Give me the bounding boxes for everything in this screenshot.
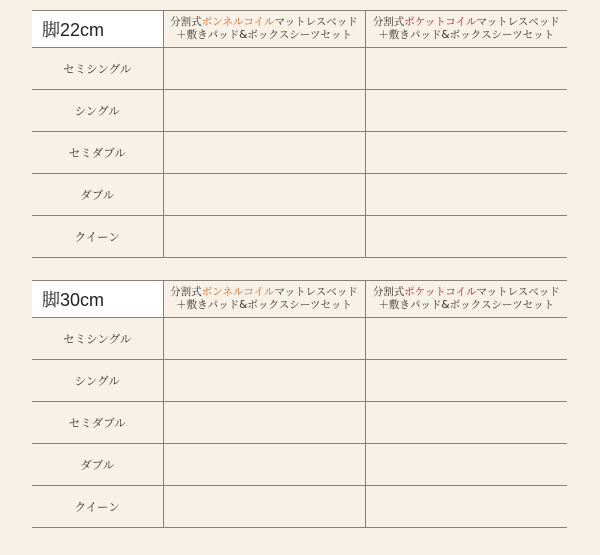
- table-row: [32, 90, 567, 132]
- table-row: [32, 174, 567, 216]
- row-label: クイーン: [32, 486, 163, 528]
- row-label: シングル: [32, 90, 163, 132]
- table-cell: [163, 216, 365, 258]
- row-label: ダブル: [32, 444, 163, 486]
- table-header-row: [32, 11, 567, 48]
- table-cell: [365, 216, 567, 258]
- table-header-row: [32, 281, 567, 318]
- table-cell: [365, 486, 567, 528]
- row-label: クイーン: [32, 216, 163, 258]
- row-label: セミダブル: [32, 402, 163, 444]
- table-cell: [365, 174, 567, 216]
- row-label: セミシングル: [32, 318, 163, 360]
- row-label: シングル: [32, 360, 163, 402]
- table-row: [32, 216, 567, 258]
- pocket-coil-highlight: ポケットコイル: [404, 16, 477, 28]
- table-row: [32, 444, 567, 486]
- leg-height-label: 脚30cm: [32, 281, 163, 318]
- column-header-pocket: 分割式ポケットコイルマットレスベッド ＋敷きパッド&ボックスシーツセット: [365, 11, 567, 48]
- table-row: [32, 360, 567, 402]
- table-block-22cm: [32, 10, 567, 258]
- table-cell: [163, 48, 365, 90]
- bonnell-coil-highlight: ボンネルコイル: [201, 286, 275, 298]
- table-cell: [365, 90, 567, 132]
- table-cell: [365, 132, 567, 174]
- table-cell: [163, 174, 365, 216]
- table-cell: [163, 318, 365, 360]
- table-cell: [163, 486, 365, 528]
- table-row: [32, 402, 567, 444]
- size-table-22cm: [32, 10, 567, 258]
- table-row: [32, 318, 567, 360]
- table-cell: [163, 360, 365, 402]
- row-label: セミダブル: [32, 132, 163, 174]
- table-cell: [163, 444, 365, 486]
- bonnell-coil-highlight: ボンネルコイル: [201, 16, 275, 28]
- table-block-30cm: [32, 280, 567, 528]
- pocket-coil-highlight: ポケットコイル: [404, 286, 477, 298]
- size-table-30cm: [32, 280, 567, 528]
- table-cell: [163, 90, 365, 132]
- column-header-bonnell: 分割式ボンネルコイルマットレスベッド ＋敷きパッド&ボックスシーツセット: [163, 11, 365, 48]
- column-header-pocket: 分割式ポケットコイルマットレスベッド ＋敷きパッド&ボックスシーツセット: [365, 281, 567, 318]
- table-cell: [163, 402, 365, 444]
- row-label: セミシングル: [32, 48, 163, 90]
- table-row: [32, 132, 567, 174]
- table-cell: [163, 132, 365, 174]
- table-row: [32, 48, 567, 90]
- table-row: [32, 486, 567, 528]
- column-header-bonnell: 分割式ボンネルコイルマットレスベッド ＋敷きパッド&ボックスシーツセット: [163, 281, 365, 318]
- table-cell: [365, 318, 567, 360]
- leg-height-label: 脚22cm: [32, 11, 163, 48]
- row-label: ダブル: [32, 174, 163, 216]
- table-cell: [365, 444, 567, 486]
- table-cell: [365, 48, 567, 90]
- table-cell: [365, 360, 567, 402]
- table-cell: [365, 402, 567, 444]
